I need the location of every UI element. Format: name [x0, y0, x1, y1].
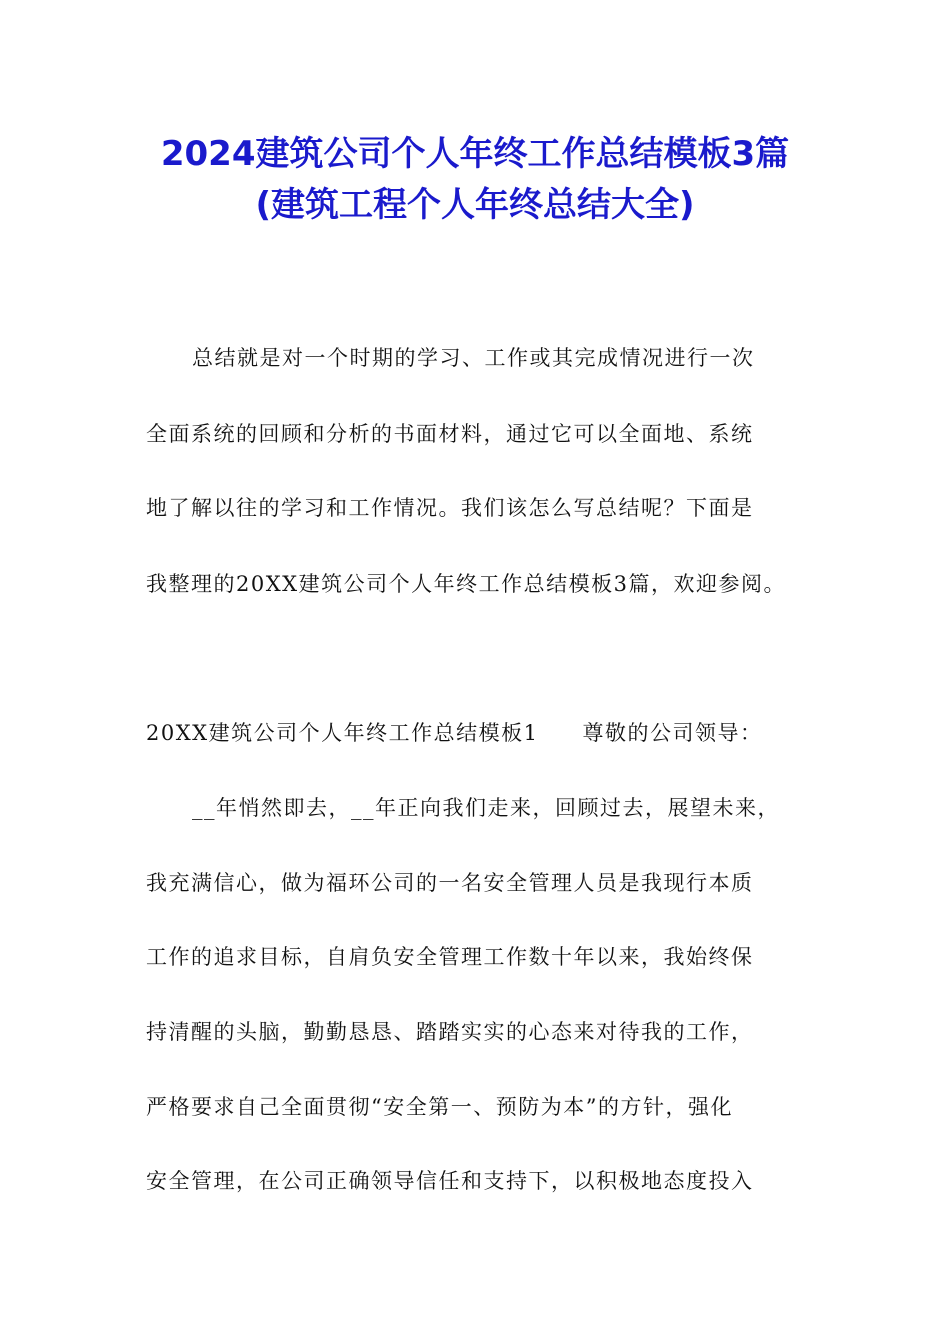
- intro-line: 全面系统的回顾和分析的书面材料，通过它可以全面地、系统: [146, 422, 754, 446]
- intro-line: 地了解以往的学习和工作情况。我们该怎么写总结呢？下面是: [146, 496, 754, 520]
- salutation: 尊敬的公司领导：: [582, 721, 763, 745]
- intro-line: 总结就是对一个时期的学习、工作或其完成情况进行一次: [192, 346, 755, 370]
- body-line: 安全管理，在公司正确领导信任和支持下，以积极地态度投入: [146, 1169, 754, 1193]
- section-heading-line: [146, 718, 806, 748]
- body-line: 持清醒的头脑，勤勤恳恳、踏踏实实的心态来对待我的工作，: [146, 1020, 754, 1044]
- body-line: 我充满信心，做为福环公司的一名安全管理人员是我现行本质: [146, 871, 754, 895]
- document-subtitle: (建筑工程个人年终总结大全): [255, 185, 695, 225]
- document-title: 2024建筑公司个人年终工作总结模板3篇: [160, 134, 790, 174]
- body-line: 严格要求自己全面贯彻“安全第一、预防为本”的方针，强化: [146, 1095, 733, 1119]
- body-line: __年悄然即去，__年正向我们走来，回顾过去，展望未来，: [192, 796, 780, 820]
- section-heading: 20XX建筑公司个人年终工作总结模板1: [146, 721, 539, 745]
- intro-line: 我整理的20XX建筑公司个人年终工作总结模板3篇，欢迎参阅。: [146, 572, 786, 596]
- body-line: 工作的追求目标，自肩负安全管理工作数十年以来，我始终保: [146, 945, 754, 969]
